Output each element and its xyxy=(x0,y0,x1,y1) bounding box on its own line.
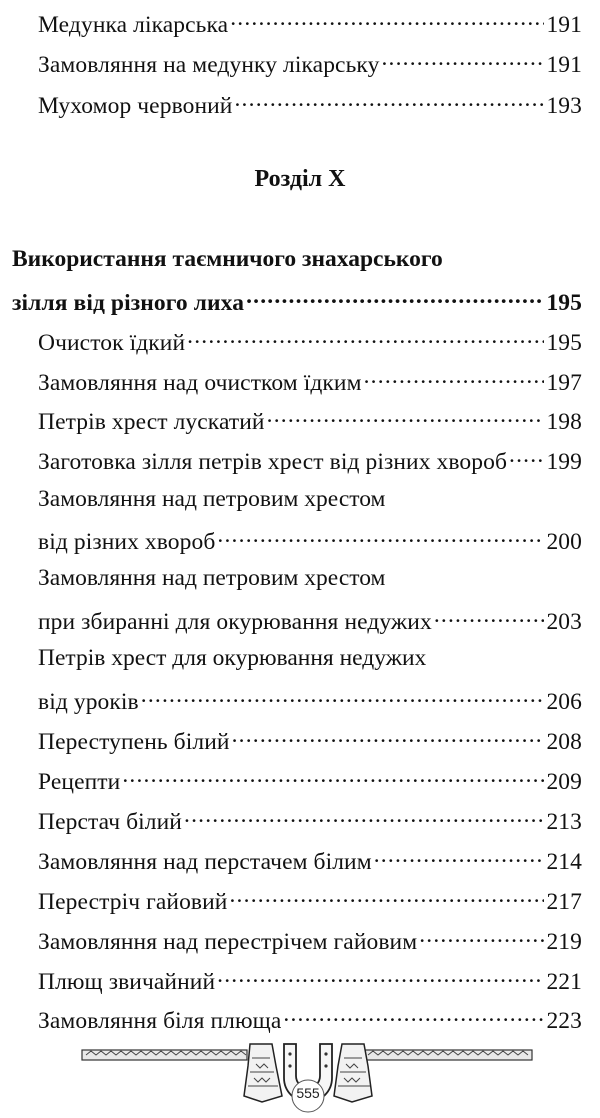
entry-page: 191 xyxy=(546,11,582,38)
entry-title: Медунка лікарська xyxy=(38,11,229,38)
toc-entry xyxy=(38,366,582,397)
entry-page: 217 xyxy=(546,888,582,915)
entry-title: Заготовка зілля петрів хрест від різних хвороб xyxy=(38,448,508,475)
page-footer xyxy=(72,1036,542,1113)
horseshoe-ornament-icon xyxy=(72,1036,542,1113)
dot-leader xyxy=(509,445,544,469)
entry-title: Замовляння на медунку лікарську xyxy=(38,51,380,78)
entry-title: Замовляння над перстачем білим xyxy=(38,848,372,875)
entry-title: Мухомор червоний xyxy=(38,92,233,119)
dot-leader xyxy=(230,8,544,32)
entry-title: Очисток їдкий xyxy=(38,329,186,356)
section-title-line2: зілля від різного лиха xyxy=(12,289,245,316)
entry-title-line1: Петрів хрест для окурювання недужих xyxy=(38,645,427,671)
entry-title: від уроків xyxy=(38,688,139,715)
entry-page: 221 xyxy=(546,968,582,995)
dot-leader xyxy=(434,605,545,629)
entry-title: Перстач білий xyxy=(38,808,182,835)
entry-title: від різних хвороб xyxy=(38,528,216,555)
entry-title: Замовляння над перестрічем гайовим xyxy=(38,928,418,955)
toc-entry xyxy=(38,1004,582,1035)
dot-leader xyxy=(232,725,545,749)
dot-leader xyxy=(381,48,544,72)
toc-entry xyxy=(38,845,582,876)
dot-leader xyxy=(364,366,545,390)
dot-leader xyxy=(217,525,544,549)
dot-leader xyxy=(283,1004,544,1028)
entry-page: 191 xyxy=(546,51,582,78)
entry-title-line1: Замовляння над петровим хрестом xyxy=(38,565,386,591)
entry-title-line1: Замовляння над петровим хрестом xyxy=(38,486,386,512)
toc-entry xyxy=(38,685,582,716)
dot-leader xyxy=(419,925,544,949)
entry-title: Замовляння над очистком їдким xyxy=(38,369,362,396)
dot-leader xyxy=(217,965,544,989)
toc-entry xyxy=(38,89,582,120)
dot-leader xyxy=(374,845,545,869)
entry-page: 195 xyxy=(546,329,582,356)
entry-page: 199 xyxy=(546,448,582,475)
entry-title: Перестріч гайовий xyxy=(38,888,228,915)
entry-title: при збиранні для окурювання недужих xyxy=(38,608,432,635)
entry-title: Переступень білий xyxy=(38,728,230,755)
entry-page: 223 xyxy=(546,1007,582,1034)
dot-leader xyxy=(187,326,544,350)
toc-entry xyxy=(38,765,582,796)
toc-entry xyxy=(38,805,582,836)
section-page: 195 xyxy=(546,289,582,316)
dot-leader xyxy=(141,685,545,709)
entry-page: 209 xyxy=(546,768,582,795)
entry-page: 208 xyxy=(546,728,582,755)
toc-entry xyxy=(38,326,582,357)
toc-entry xyxy=(38,445,582,476)
toc-entry xyxy=(38,725,582,756)
entry-page: 214 xyxy=(546,848,582,875)
toc-entry xyxy=(38,48,582,79)
entry-page: 197 xyxy=(546,369,582,396)
entry-title: Петрів хрест лускатий xyxy=(38,408,265,435)
entry-page: 203 xyxy=(546,608,582,635)
entry-title: Замовляння біля плюща xyxy=(38,1007,282,1034)
entry-page: 206 xyxy=(546,688,582,715)
toc-entry xyxy=(38,965,582,996)
dot-leader xyxy=(184,805,544,829)
toc-entry xyxy=(38,525,582,556)
section-heading: Розділ X xyxy=(254,166,346,192)
dot-leader xyxy=(229,885,544,909)
entry-title: Рецепти xyxy=(38,768,121,795)
entry-title: Плющ звичайний xyxy=(38,968,216,995)
toc-entry xyxy=(38,605,582,636)
section-title-line1: Використання таємничого знахарського xyxy=(12,246,443,272)
dot-leader xyxy=(267,405,545,429)
section-title-entry xyxy=(12,286,582,317)
entry-page: 219 xyxy=(546,928,582,955)
dot-leader xyxy=(122,765,544,789)
dot-leader xyxy=(246,286,544,310)
dot-leader xyxy=(234,89,544,113)
page-number: 555 xyxy=(296,1085,320,1101)
entry-page: 193 xyxy=(546,92,582,119)
toc-entry xyxy=(38,405,582,436)
entry-page: 213 xyxy=(546,808,582,835)
entry-page: 200 xyxy=(546,528,582,555)
toc-entry xyxy=(38,8,582,39)
toc-entry xyxy=(38,925,582,956)
entry-page: 198 xyxy=(546,408,582,435)
toc-entry xyxy=(38,885,582,916)
